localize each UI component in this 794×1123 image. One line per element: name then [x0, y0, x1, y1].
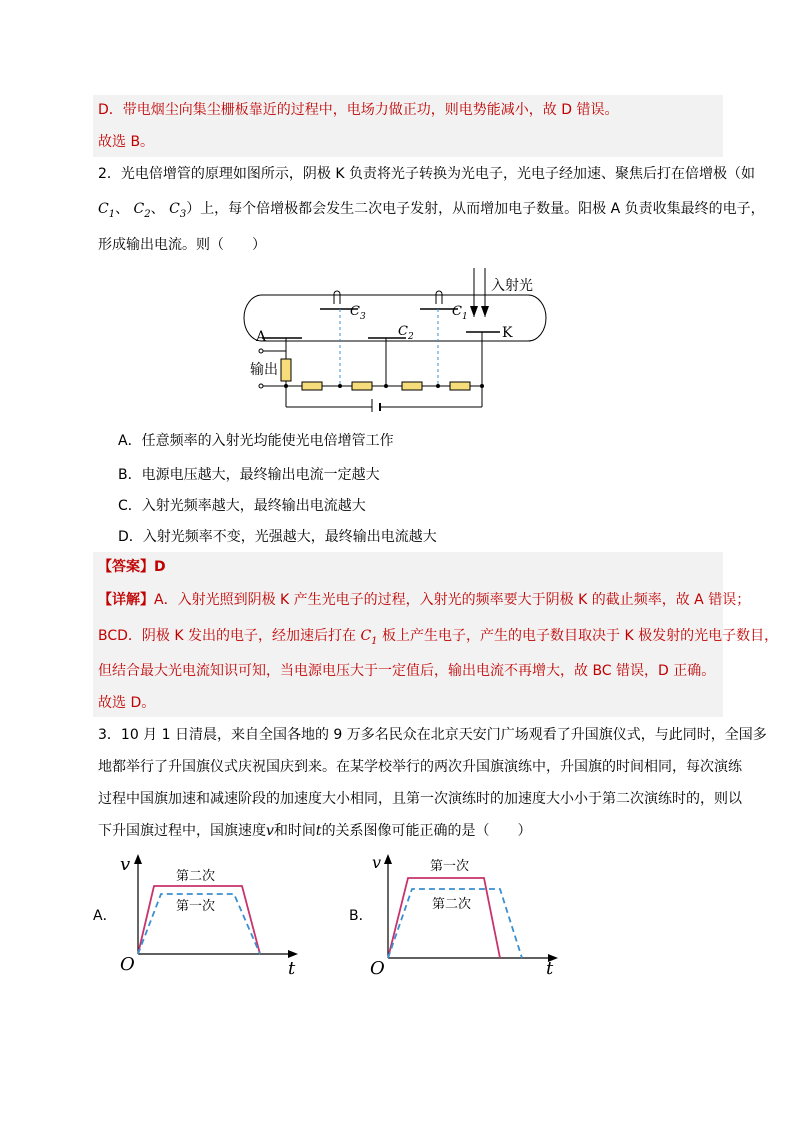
q2-c3: $C_3$: [169, 201, 187, 220]
q2-option-b[interactable]: B．电源电压越大，最终输出电流一定越大: [118, 467, 380, 483]
q2-option-c[interactable]: C．入射光频率越大，最终输出电流越大: [118, 498, 366, 514]
photomultiplier-figure: [0, 262, 794, 412]
incident-light-label: 入射光: [491, 278, 533, 294]
svg-text:O: O: [120, 954, 135, 975]
q2-stem-line2: $C_1$、 $C_2$、 $C_3$）上，每个倍增极都会发生二次电子发射，从而增加电子数量。阳极 A 负责收集最终的电子，: [98, 201, 765, 220]
svg-text:第二次: 第二次: [432, 897, 472, 912]
svg-text:第一次: 第一次: [176, 899, 216, 914]
svg-text:C2: $C_2$: [398, 324, 414, 342]
label-K: K: [502, 325, 513, 341]
q2-stem-line1: 2．光电倍增管的原理如图所示，阴极 K 负责将光子转换为光电子，光电子经加速、聚焦后打在倍增极（如: [98, 166, 755, 182]
output-label: 输出: [250, 362, 278, 378]
q2-detail-line2: BCD．阴极 K 发出的电子，经加速后打在 $C_1$ 板上产生电子，产生的电子数目取决于 K 极发射的光电子数目，: [98, 628, 779, 647]
q3-option-b-label[interactable]: B．: [349, 908, 373, 924]
svg-text:第二次: 第二次: [176, 869, 216, 884]
q2-answer: 【答案】D: [98, 559, 166, 575]
svg-text:C3: $C_3$: [350, 304, 366, 322]
svg-text:第一次: 第一次: [430, 859, 470, 874]
prev-solution-conclusion: 故选 B。: [98, 134, 155, 150]
graph-a-solid-line: [138, 886, 260, 954]
q2-option-a[interactable]: A．任意频率的入射光均能使光电倍增管工作: [118, 433, 394, 449]
svg-text:v: v: [120, 854, 131, 875]
q3-graph-a[interactable]: [114, 850, 304, 980]
prev-solution-d: D．带电烟尘向集尘栅板靠近的过程中，电场力做正功，则电势能减小，故 D 错误。: [98, 102, 619, 118]
svg-text:t: t: [288, 958, 296, 979]
q3-stem-line4: 下升国旗过程中，国旗速度v和时间t的关系图像可能正确的是（ ）: [98, 823, 532, 839]
svg-text:v: v: [372, 853, 382, 872]
graph-b-solid-line: [388, 878, 500, 958]
q2-detail-line3: 但结合最大光电流知识可知，当电源电压大于一定值后，输出电流不再增大，故 BC 错误，D 正确。: [98, 663, 716, 679]
q2-stem-line3: 形成输出电流。则（ ）: [98, 237, 266, 253]
q2-c1: $C_1$: [98, 201, 116, 220]
q2-detail-line1: 【详解】A．入射光照到阴极 K 产生光电子的过程，入射光的频率要大于阴极 K 的截止频率，故 A 错误；: [98, 592, 751, 608]
q3-graph-b[interactable]: [366, 850, 566, 980]
q2-c2: $C_2$: [133, 201, 151, 220]
q3-option-a-label[interactable]: A．: [93, 908, 117, 924]
q3-stem-line2: 地都举行了升国旗仪式庆祝国庆到来。在某学校举行的两次升国旗演练中，升国旗的时间相同，每次演练: [98, 759, 742, 775]
svg-text:O: O: [370, 958, 385, 979]
svg-text:C1: $C_1$: [452, 304, 468, 322]
tube-outline: [244, 295, 546, 341]
q3-stem-line3: 过程中国旗加速和减速阶段的加速度大小相同，且第一次演练时的加速度大小小于第二次演练时的，则以: [98, 791, 742, 807]
q3-stem-line1: 3．10 月 1 日清晨，来自全国各地的 9 万多名民众在北京天安门广场观看了升国旗仪式，与此同时，全国多: [98, 727, 767, 743]
q2-conclusion: 故选 D。: [98, 695, 156, 711]
svg-text:t: t: [546, 958, 554, 979]
label-A: A: [256, 329, 267, 345]
q2-option-d[interactable]: D．入射光频率不变，光强越大，最终输出电流越大: [118, 529, 437, 545]
